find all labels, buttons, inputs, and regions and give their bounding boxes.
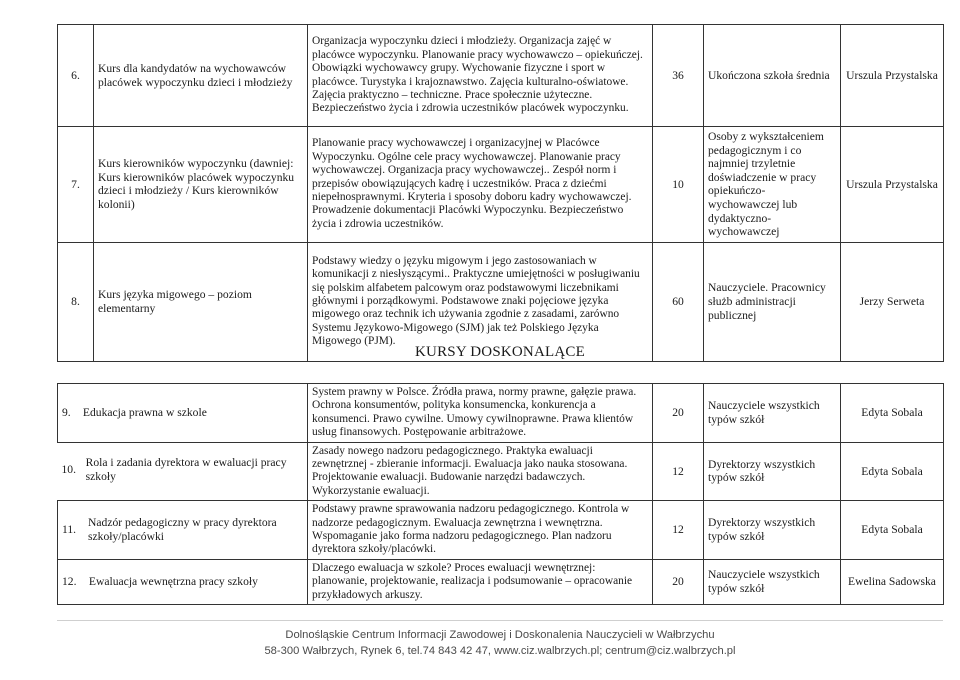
- page-footer: [57, 620, 943, 659]
- course-topics: Podstawy prawne sprawowania nadzoru pedagogicznego. Kontrola w nadzorze pedagogicznym. Ewaluacja zewnętrzna i wewnętrzna. Wspomaganie jako forma nadzoru pedagogicznego. Plan nadzoru dyrektora szkoły/placówki.: [308, 501, 653, 560]
- course-name-cell: [58, 559, 308, 604]
- course-audience: Nauczyciele wszystkich typów szkół: [704, 384, 841, 443]
- course-lecturer: Urszula Przystalska: [841, 25, 944, 127]
- course-number: 9.: [62, 406, 71, 420]
- course-topics: Planowanie pracy wychowawczej i organizacyjnej w Placówce Wypoczynku. Ogólne cele pracy wychowawczej. Planowanie pracy wychowawczej. Organizacja pracy wychowawczej.. Zespół norm i przepisów obowiązujących kadrę i uczestników. Praca z dziećmi niepełnosprawnymi. Kryteria i sposoby doboru kadry wychowawczej. Prowadzenie dokumentacji Placówki Wypoczynku. Bezpieczeństwo życia i zdrowia uczestników.: [308, 127, 653, 243]
- course-audience: Nauczyciele wszystkich typów szkół: [704, 559, 841, 604]
- course-hours: 20: [653, 559, 704, 604]
- course-lecturer: Jerzy Serweta: [841, 242, 944, 361]
- course-number: 12.: [62, 575, 77, 589]
- course-hours: 60: [653, 242, 704, 361]
- course-number: 7.: [58, 127, 94, 243]
- course-hours: 20: [653, 384, 704, 443]
- course-lecturer: Urszula Przystalska: [841, 127, 944, 243]
- footer-contact: 58-300 Wałbrzych, Rynek 6, tel.74 843 42 47, www.ciz.walbrzych.pl; centrum@ciz.walbrzych.pl: [264, 645, 736, 657]
- course-hours: 12: [653, 442, 704, 501]
- course-number: 11.: [62, 523, 77, 537]
- course-audience: Dyrektorzy wszystkich typów szkół: [704, 442, 841, 501]
- course-audience: Nauczyciele. Pracownicy służb administracji publicznej: [704, 242, 841, 361]
- course-name: Kurs dla kandydatów na wychowawców placówek wypoczynku dzieci i młodzieży: [94, 25, 308, 127]
- course-name: Kurs kierowników wypoczynku (dawniej: Kurs kierowników placówek wypoczynku dzieci i młodzieży / Kurs kierowników kolonii): [94, 127, 308, 243]
- course-hours: 10: [653, 127, 704, 243]
- course-topics: System prawny w Polsce. Źródła prawa, normy prawne, gałęzie prawa. Ochrona konsumentów, polityka konsumencka, konkurencja a konsumenci. Prawo cywilne. Umowy cywilnoprawne. Prawa klientów usług finansowych. Postępowanie arbitrażowe.: [308, 384, 653, 443]
- course-topics: Dlaczego ewaluacja w szkole? Proces ewaluacji wewnętrznej: planowanie, projektowanie, realizacja i podsumowanie – opracowanie przykładowych arkuszy.: [308, 559, 653, 604]
- table-row: [58, 25, 944, 127]
- course-topics: Podstawy wiedzy o języku migowym i jego zastosowaniach w komunikacji z niesłyszącymi.. Praktyczne umiejętności w posługiwaniu się polskim alfabetem palcowym oraz podstawowymi liczebnikami głównymi i porządkowymi. Podstawowe znaki pojęciowe języka migowego oraz technik ich używania zgodnie z zasadami, zarówno Systemu Językowo-Migowego (SJM) jak też Polskiego Języka Migowego (PJM).: [308, 242, 653, 361]
- course-name-cell: [58, 384, 308, 443]
- course-hours: 12: [653, 501, 704, 560]
- courses-table-bottom: [57, 383, 944, 605]
- course-number: 10.: [61, 462, 76, 476]
- course-topics: Organizacja wypoczynku dzieci i młodzieży. Organizacja zajęć w placówce wypoczynku. Planowanie pracy wychowawczo – opiekuńczej. Obowiązki wychowawcy grupy. Wychowanie fizyczne i sport w placówce. Turystyka i krajoznawstwo. Zajęcia kulturalno-oświatowe. Zajęcia praktyczno – techniczne. Prace społecznie użyteczne. Bezpieczeństwo życia i zdrowia uczestników placówek wypoczynku.: [308, 25, 653, 127]
- course-audience: Osoby z wykształceniem pedagogicznym i co najmniej trzyletnie doświadczenie w pracy opiekuńczo-wychowawczej lub dydaktyczno-wychowawczej: [704, 127, 841, 243]
- table-row: [58, 127, 944, 243]
- course-number: 8.: [58, 242, 94, 361]
- table-row: [58, 442, 944, 501]
- course-name: Ewaluacja wewnętrzna pracy szkoły: [88, 575, 258, 589]
- course-lecturer: Edyta Sobala: [841, 384, 944, 443]
- course-number: 6.: [58, 25, 94, 127]
- course-name: Rola i zadania dyrektora w ewaluacji pracy szkoły: [85, 456, 287, 483]
- course-lecturer: Edyta Sobala: [841, 442, 944, 501]
- course-name: Edukacja prawna w szkole: [82, 406, 207, 420]
- section-heading: KURSY DOSKONALĄCE: [415, 344, 585, 360]
- table-row: [58, 559, 944, 604]
- course-hours: 36: [653, 25, 704, 127]
- courses-table-top: [57, 24, 944, 362]
- course-lecturer: Edyta Sobala: [841, 501, 944, 560]
- table-row: [58, 501, 944, 560]
- course-audience: Ukończona szkoła średnia: [704, 25, 841, 127]
- course-name: Nadzór pedagogiczny w pracy dyrektora szkoły/placówki: [88, 516, 277, 544]
- course-name-cell: [58, 501, 308, 560]
- course-name: Kurs języka migowego – poziom elementarny: [94, 242, 308, 361]
- course-name-cell: [58, 443, 308, 497]
- course-audience: Dyrektorzy wszystkich typów szkół: [704, 501, 841, 560]
- course-lecturer: Ewelina Sadowska: [841, 559, 944, 604]
- footer-institution: Dolnośląskie Centrum Informacji Zawodowej i Doskonalenia Nauczycieli w Wałbrzychu: [285, 629, 715, 641]
- course-topics: Zasady nowego nadzoru pedagogicznego. Praktyka ewaluacji zewnętrznej - zbieranie informacji. Ewaluacja jako nauka stosowana. Projektowanie ewaluacji. Budowanie narzędzi badawczych. Wykorzystanie ewaluacji.: [308, 442, 653, 501]
- table-row: [58, 384, 944, 443]
